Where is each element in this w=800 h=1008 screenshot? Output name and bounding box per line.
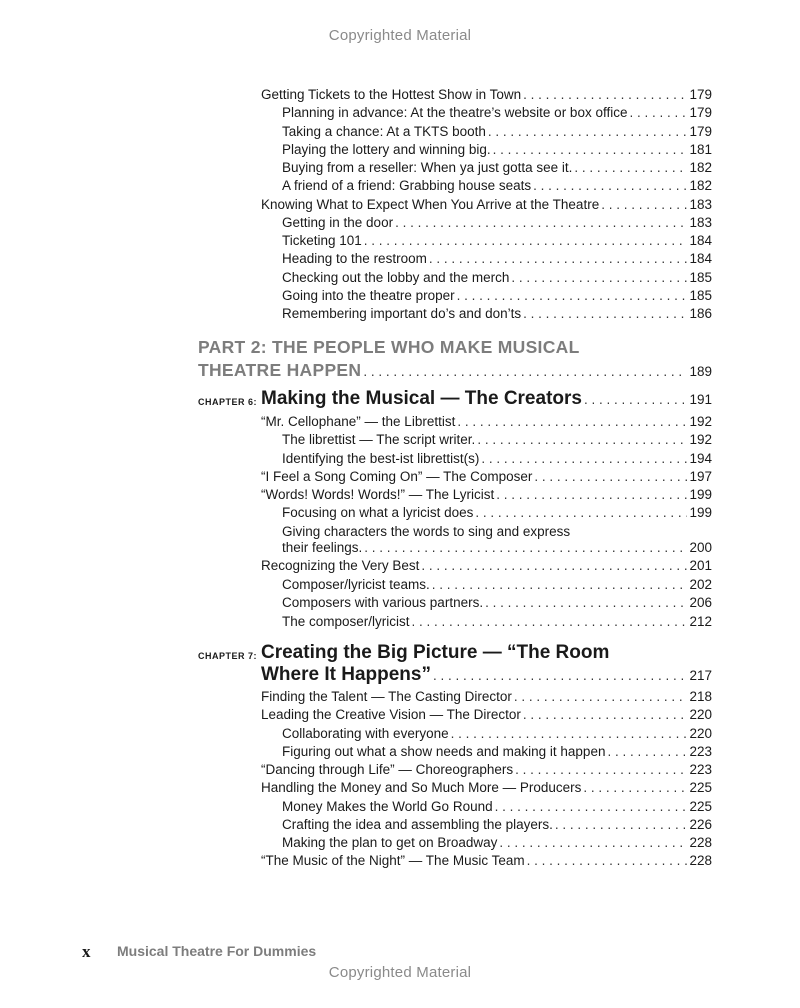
toc-entry[interactable] [282,123,712,141]
toc-entry[interactable] [261,413,712,431]
toc-entry[interactable] [282,725,712,743]
dot-leader [514,688,688,706]
dot-leader [451,725,688,743]
toc-entry-text: Knowing What to Expect When You Arrive at the Theatre [261,196,600,212]
toc-entry-text: Remembering important do’s and don’ts [282,306,522,321]
toc-entry[interactable] [282,431,712,449]
dot-leader [364,232,688,250]
page-number: 223 [689,762,712,777]
toc-entry-text: “Mr. Cellophane” — the Librettist [261,414,456,429]
toc-entry[interactable] [261,486,712,504]
page-number: 183 [689,214,712,230]
page-number: 212 [689,613,712,629]
dot-leader [499,834,687,852]
dot-leader [574,159,687,177]
toc-entry-text: A friend of a friend: Grabbing house seats [282,178,532,194]
page-number: 179 [689,87,712,102]
toc-entry[interactable] [261,761,712,779]
page-number: 185 [689,287,712,303]
dot-leader [457,287,688,305]
dot-leader [481,450,687,468]
chapter-6-title: Making the Musical — The Creators [261,388,582,409]
page-number: 182 [689,160,712,175]
toc-entry[interactable] [282,287,712,305]
footer-book-title: Musical Theatre For Dummies [117,943,317,959]
page-number: 217 [689,668,712,683]
dot-leader [584,388,688,412]
page-number: 228 [689,853,712,869]
page-number: 206 [689,595,712,610]
dot-leader [534,468,687,486]
page-number: 223 [689,743,712,759]
toc-entry[interactable] [282,450,712,468]
toc-entry[interactable] [282,177,712,195]
toc-entry-text: Handling the Money and So Much More — Producers [261,780,582,796]
toc-entry-text: their feelings. [282,540,363,555]
toc-entry-text: Recognizing the Very Best [261,558,420,573]
toc-entry-text: “Dancing through Life” — Choreographers [261,762,514,777]
dot-leader [477,431,687,449]
dot-leader [515,761,687,779]
toc-entry[interactable] [282,576,712,594]
toc-entry[interactable] [282,834,712,852]
dot-leader [421,557,687,575]
dot-leader [485,594,687,612]
toc-entry[interactable] [261,86,712,104]
dot-leader [555,816,688,834]
toc-entry[interactable] [282,214,712,232]
toc-entry[interactable] [282,232,712,250]
page-number: 179 [689,105,712,121]
toc-entry-text: “Words! Words! Words!” — The Lyricist [261,487,495,502]
chapter-6-label: CHAPTER 6: [198,397,258,407]
toc-entry[interactable] [261,557,712,575]
toc-entry[interactable] [282,613,712,631]
dot-leader [432,576,688,594]
toc-entry[interactable] [282,250,712,268]
toc-entry-text: Identifying the best-ist librettist(s) [282,450,480,466]
page-number: 218 [689,689,712,704]
toc-entry[interactable] [282,504,712,522]
toc-entry-text: Getting in the door [282,214,394,230]
dot-leader [433,664,687,688]
toc-entry[interactable] [282,141,712,159]
toc-entry[interactable] [261,196,712,214]
page-number: 202 [689,576,712,592]
toc-entry-text: Playing the lottery and winning big. [282,141,491,157]
chapter-7-title-line2: Where It Happens” [261,664,431,685]
toc-entry-wrapped-line1[interactable]: Giving characters the words to sing and express [282,524,571,539]
dot-leader [429,250,688,268]
toc-entry-text: Collaborating with everyone [282,725,449,741]
page-number: 225 [689,798,712,814]
dot-leader [527,852,688,870]
toc-entry-text: Composer/lyricist teams. [282,576,430,592]
page-number: 200 [689,540,712,555]
toc-entry-text: “I Feel a Song Coming On” — The Composer [261,468,533,484]
page-number: 185 [689,269,712,285]
dot-leader [523,86,687,104]
toc-entry-text: Ticketing 101 [282,233,362,248]
dot-leader [495,798,688,816]
dot-leader [488,123,688,141]
dot-leader [496,486,687,504]
dot-leader [607,743,687,761]
toc-entry-text: Focusing on what a lyricist does [282,505,474,521]
watermark-top: Copyrighted Material [328,27,472,44]
page-number: 191 [689,392,712,407]
toc-entry[interactable] [261,706,712,724]
page-number: 183 [689,196,712,212]
page-number: 192 [689,414,712,429]
toc-entry[interactable] [282,798,712,816]
dot-leader [523,706,688,724]
dot-leader [412,613,688,631]
dot-leader [395,214,687,232]
toc-entry-text: Finding the Talent — The Casting Director [261,689,512,704]
toc-entry-text: Figuring out what a show needs and making it happen [282,743,606,759]
toc-entry-text: The librettist — The script writer. [282,432,476,448]
chapter-6-entry[interactable] [261,387,712,411]
toc-entry[interactable] [282,305,712,323]
dot-leader [493,141,688,159]
toc-entry-text: Making the plan to get on Broadway [282,835,498,850]
toc-entry[interactable] [282,594,712,612]
dot-leader [511,269,687,287]
dot-leader [364,539,687,557]
toc-entry-text: Planning in advance: At the theatre’s website or box office [282,105,628,121]
dot-leader [363,361,687,383]
toc-entry-text: Composers with various partners. [282,595,484,610]
page-number: 197 [689,468,712,484]
toc-entry[interactable] [261,468,712,486]
page-number: 194 [689,450,712,466]
watermark-bottom: Copyrighted Material [328,964,472,981]
toc-entry-text: Buying from a reseller: When ya just gotta see it. [282,160,573,175]
toc-entry-text: Money Makes the World Go Round [282,798,493,814]
toc-entry[interactable] [261,779,712,797]
toc-entry-text: Crafting the idea and assembling the players. [282,816,553,832]
page-number: 184 [689,251,712,267]
page-number: 181 [689,141,712,157]
page-number: 182 [689,178,712,194]
dot-leader [457,413,687,431]
page-number: 220 [689,725,712,741]
toc-entry[interactable] [282,816,712,834]
page-number: 228 [689,835,712,850]
chapter-7-title-line1[interactable]: Creating the Big Picture — “The Room [261,642,610,663]
dot-leader [523,305,687,323]
page-number: 189 [689,364,712,379]
toc-entry-text: “The Music of the Night” — The Music Team [261,853,525,869]
toc-entry-text: Getting Tickets to the Hottest Show in Town [261,87,522,102]
page-number: 199 [689,487,712,502]
toc-entry-text: Heading to the restroom [282,251,427,267]
page-number: 199 [689,505,712,521]
dot-leader [583,779,687,797]
toc-entry-text: Checking out the lobby and the merch [282,269,510,285]
toc-entry[interactable] [261,688,712,706]
dot-leader [601,196,687,214]
part-title-line1: PART 2: THE PEOPLE WHO MAKE MUSICAL [198,337,580,357]
footer-page-numeral: x [82,942,91,961]
dot-leader [475,504,687,522]
toc-entry[interactable] [282,104,712,122]
toc-entry-text: Leading the Creative Vision — The Director [261,707,521,723]
toc-entry-text: Going into the theatre proper [282,287,455,303]
dot-leader [629,104,687,122]
dot-leader [533,177,687,195]
page-number: 225 [689,780,712,796]
page-number: 192 [689,432,712,448]
page-number: 226 [689,816,712,832]
toc-entry-text: The composer/lyricist [282,613,410,629]
page-number: 201 [689,558,712,573]
page-number: 179 [689,123,712,139]
toc-entry[interactable] [282,269,712,287]
toc-entry[interactable] [282,743,712,761]
part-title-line2: THEATRE HAPPEN [198,360,362,380]
chapter-7-entry[interactable] [261,663,712,687]
toc-entry-wrapped-line2[interactable] [282,539,712,557]
page-number: 186 [689,306,712,321]
toc-entry-text: Taking a chance: At a TKTS booth [282,123,486,139]
page-number: 184 [689,233,712,248]
toc-entry[interactable] [261,852,712,870]
page-number: 220 [689,707,712,723]
toc-entry[interactable] [282,159,712,177]
part-title-entry[interactable] [198,359,712,381]
chapter-7-label: CHAPTER 7: [198,651,258,661]
